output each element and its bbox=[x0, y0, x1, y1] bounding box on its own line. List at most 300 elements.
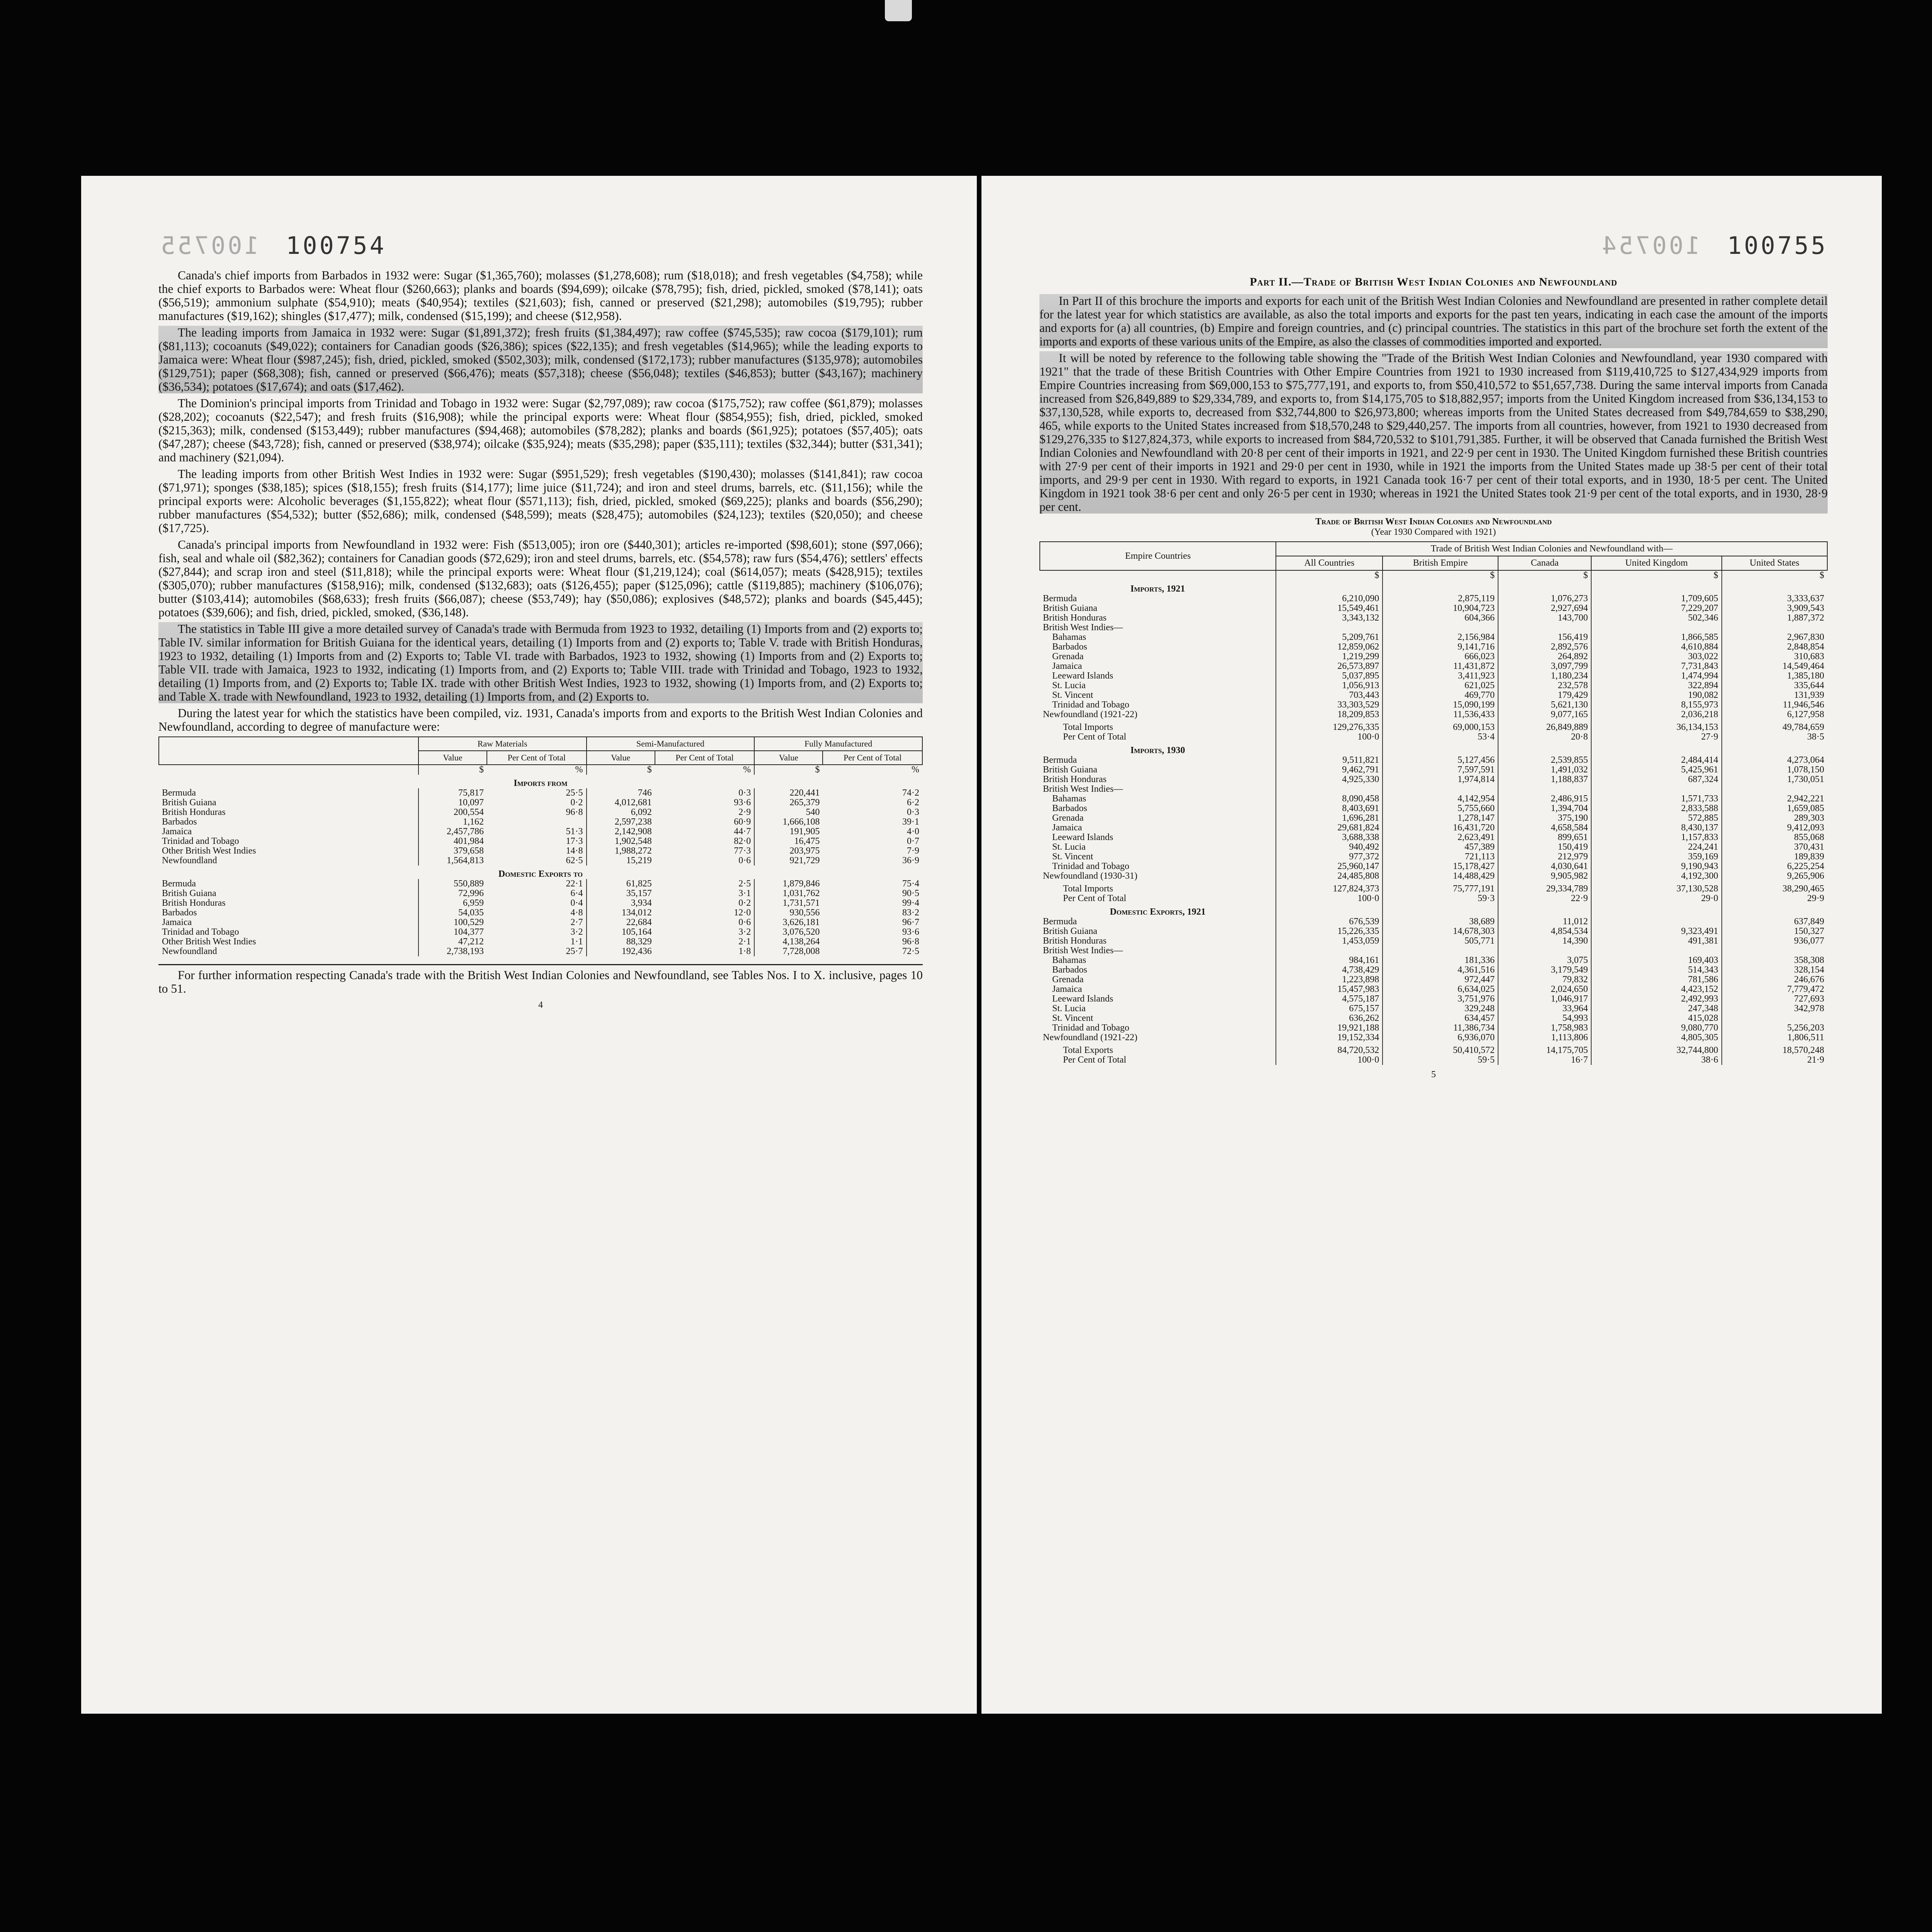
row-label: British West Indies— bbox=[1043, 622, 1123, 633]
cell-value: 746 bbox=[587, 788, 655, 798]
cell-value bbox=[1722, 946, 1827, 956]
cell-value: 4,805,305 bbox=[1591, 1033, 1721, 1043]
cell-value: 540 bbox=[754, 808, 823, 817]
cell-value: 62·5 bbox=[566, 855, 583, 866]
left-para-7: During the latest year for which the statistics have been compiled, viz. 1931, Canada's imports from and exports to the British West Indian Colonies and Newfoundland, according to degree of manufacture were: bbox=[158, 706, 923, 733]
cell-value bbox=[1591, 623, 1721, 633]
section-heading-row bbox=[1040, 903, 1827, 917]
table-row bbox=[1040, 956, 1827, 965]
cell-value: 727,693 bbox=[1722, 994, 1827, 1004]
lt-unit: $ bbox=[587, 765, 655, 775]
cell-value: 7,229,207 bbox=[1591, 604, 1721, 613]
table-row bbox=[159, 918, 922, 927]
cell-value: 14,678,303 bbox=[1383, 927, 1498, 936]
percent-value: 22·9 bbox=[1498, 894, 1591, 903]
cell-value: 0·4 bbox=[570, 898, 583, 908]
cell-value: 1,113,806 bbox=[1498, 1033, 1591, 1043]
column-header: Canada bbox=[1498, 556, 1591, 570]
cell-value: 2,623,491 bbox=[1383, 833, 1498, 842]
cell-value: 93·6 bbox=[902, 927, 919, 937]
cell-value: 3,097,799 bbox=[1498, 662, 1591, 671]
lt-group-semi: Semi-Manufactured bbox=[587, 737, 755, 751]
cell-value: 15,219 bbox=[587, 856, 655, 866]
lt-unit: $ bbox=[418, 765, 487, 775]
lt-sub-pct: Per Cent of Total bbox=[487, 751, 587, 765]
row-label: St. Vincent bbox=[1052, 852, 1094, 862]
cell-value: 491,381 bbox=[1591, 936, 1721, 946]
cell-value: 33,964 bbox=[1498, 1004, 1591, 1014]
left-para-3: The Dominion's principal imports from Trinidad and Tobago in 1932 were: Sugar ($2,797,089); raw cocoa ($175,752); raw coffee ($61,879); molasses ($28,202); cocoanuts ($22,547); and fresh fruits ($16,908); while the principal exports were: Wheat flour ($854,955); fish, dried, pickled, smoked ($215,363); milk, condensed ($153,449); rubber manufactures ($94,468); automobiles ($78,282); planks and boards ($61,925); potatoes ($57,405); oats ($47,287); cheese ($43,728); fish, canned or preserved ($38,974); oilcake ($35,924); meats ($35,298); paper ($35,111); textiles ($32,344); butter ($31,341); and machinery ($21,094). bbox=[158, 396, 923, 464]
cell-value: 1,902,548 bbox=[587, 837, 655, 846]
cell-value: 9,141,716 bbox=[1383, 642, 1498, 652]
percent-value: 38·6 bbox=[1591, 1055, 1721, 1065]
cell-value: 14,390 bbox=[1498, 936, 1591, 946]
cell-value: 3,688,338 bbox=[1276, 833, 1383, 842]
cell-value: 1,866,585 bbox=[1591, 633, 1721, 642]
left-footnote: For further information respecting Canada's trade with the British West Indian Colonies and Newfoundland, see Tables Nos. I to X. inclusive, pages 10 to 51. bbox=[158, 964, 923, 995]
cell-value: 687,324 bbox=[1591, 775, 1721, 784]
cell-value: 855,068 bbox=[1722, 833, 1827, 842]
cell-value: 90·5 bbox=[902, 888, 919, 898]
total-value: 18,570,248 bbox=[1722, 1043, 1827, 1055]
cell-value: 370,431 bbox=[1722, 842, 1827, 852]
left-para-2: The leading imports from Jamaica in 1932 were: Sugar ($1,891,372); fresh fruits ($1,384,497); raw coffee ($745,535); raw cocoa ($179,101); rum ($81,113); cocoanuts ($49,022); containers for Canadian goods ($26,386); spices ($22,135); and fresh vegetables ($14,965); while the leading exports to Jamaica were: Wheat flour ($987,245); fish, dried, pickled, smoked ($502,303); milk, condensed ($172,173); rubber manufactures ($135,978); automobiles ($129,751); paper ($68,308); fish, canned or preserved ($66,476); meats ($57,318); cheese ($56,048); textiles ($46,853); butter ($43,167); machinery ($36,534); potatoes ($17,674); and oats ($17,462). bbox=[158, 326, 923, 393]
cell-value: 4,738,429 bbox=[1276, 965, 1383, 975]
cell-value: 22,684 bbox=[587, 918, 655, 927]
table-row bbox=[1040, 804, 1827, 813]
cell-value: 781,586 bbox=[1591, 975, 1721, 985]
cell-value: 675,157 bbox=[1276, 1004, 1383, 1014]
total-value: 50,410,572 bbox=[1383, 1043, 1498, 1055]
table-row bbox=[159, 908, 922, 918]
cell-value: 1,666,108 bbox=[754, 817, 823, 827]
total-label: Total Exports bbox=[1063, 1045, 1113, 1055]
row-label: Bermuda bbox=[162, 879, 196, 889]
cell-value: 401,984 bbox=[418, 837, 487, 846]
cell-value: 2·7 bbox=[570, 917, 583, 927]
cell-value: 18,209,853 bbox=[1276, 710, 1383, 719]
cell-value: 1,564,813 bbox=[418, 856, 487, 866]
cell-value bbox=[1383, 946, 1498, 956]
percent-row bbox=[1040, 732, 1827, 742]
cell-value: 12,859,062 bbox=[1276, 642, 1383, 652]
table-row bbox=[1040, 1014, 1827, 1023]
cell-value: 514,343 bbox=[1591, 965, 1721, 975]
cell-value: 1,659,085 bbox=[1722, 804, 1827, 813]
cell-value: 502,346 bbox=[1591, 613, 1721, 623]
cell-value: 1,031,762 bbox=[754, 889, 823, 898]
cell-value: 7,597,591 bbox=[1383, 765, 1498, 775]
row-label: Trinidad and Tobago bbox=[1052, 700, 1129, 710]
cell-value: 11,946,546 bbox=[1722, 700, 1827, 710]
cell-value: 2,142,908 bbox=[587, 827, 655, 837]
left-archive-stamp: 100754 bbox=[286, 231, 386, 260]
percent-value: 21·9 bbox=[1722, 1055, 1827, 1065]
row-label: Jamaica bbox=[162, 827, 192, 837]
cell-value: 2·1 bbox=[738, 937, 751, 947]
cell-value: 16,475 bbox=[754, 837, 823, 846]
total-value: 32,744,800 bbox=[1591, 1043, 1721, 1055]
table-row bbox=[1040, 871, 1827, 881]
cell-value: 4·8 bbox=[570, 908, 583, 918]
row-label: St. Lucia bbox=[1052, 842, 1086, 852]
row-label: Barbados bbox=[1052, 803, 1087, 813]
cell-value bbox=[1276, 623, 1383, 633]
row-label: Bermuda bbox=[1043, 594, 1077, 604]
film-clip bbox=[885, 0, 912, 21]
cell-value: 61,825 bbox=[587, 879, 655, 889]
cell-value: 4,361,516 bbox=[1383, 965, 1498, 975]
table-row bbox=[159, 879, 922, 889]
cell-value: 17·3 bbox=[566, 836, 583, 846]
cell-value: 22·1 bbox=[566, 879, 583, 889]
percent-value: 100·0 bbox=[1276, 732, 1383, 742]
table-row bbox=[159, 808, 922, 817]
lt-unit: $ bbox=[754, 765, 823, 775]
cell-value: 60·9 bbox=[734, 817, 751, 827]
cell-value: 3·1 bbox=[738, 888, 751, 898]
total-label: Total Imports bbox=[1063, 884, 1113, 894]
row-label: Newfoundland bbox=[162, 855, 217, 866]
percent-row bbox=[1040, 894, 1827, 903]
table-row bbox=[1040, 594, 1827, 604]
cell-value: 899,651 bbox=[1498, 833, 1591, 842]
right-para-2: It will be noted by reference to the following table showing the "Trade of the British West Indian Colonies and Newfoundland, year 1930 compared with 1921" that the trade of these British Countries with Other Empire Countries from 1921 to 1930 increased from $119,410,725 to $127,434,929 imports from Empire Countries increasing from $69,000,153 to $75,777,191, and exports to, from $50,410,572 to $51,657,738. During the same interval imports from Canada increased from $26,849,889 to $29,334,789, and exports to, from $14,175,705 to $18,882,957; imports from the United Kingdom increased from $36,134,153 to $37,130,528, while exports to, decreased from $32,744,800 to $26,973,800; whereas imports from the United States decreased from $49,784,659 to $38,290, 465, while exports to the United States increased from $18,570,248 to $29,440,257. The imports from all countries, however, from 1921 to 1930 decreased from $129,276,335 to $127,824,373, while exports to increased from $84,720,532 to $101,791,385. Further, it will be observed that Canada furnished the British West Indian Colonies and Newfoundland with 20·8 per cent of their imports in 1921, and 22·9 per cent in 1930. The United Kingdom furnished these British countries with 27·9 per cent of their imports in 1921 and 29·0 per cent in 1930, while in 1921 the imports from the United States made up 38·5 per cent of their total imports, and 29·9 per cent in 1930. With regard to exports, in 1921 Canada took 16·7 per cent of their total exports, and in 1930, 18·5 per cent. The United Kingdom in 1921 took 38·6 per cent and only 26·5 per cent in 1930; whereas in 1921 the United States took 21·9 per cent of the total exports, and in 1930, 28·9 per cent. bbox=[1039, 351, 1828, 514]
cell-value: 921,729 bbox=[754, 856, 823, 866]
row-label: Barbados bbox=[1052, 965, 1087, 975]
blank-cell bbox=[1383, 580, 1498, 594]
cell-value: 11,012 bbox=[1498, 917, 1591, 927]
cell-value: 0·6 bbox=[738, 917, 751, 927]
cell-value: 247,348 bbox=[1591, 1004, 1721, 1014]
row-label: Bermuda bbox=[162, 788, 196, 798]
percent-value: 27·9 bbox=[1591, 732, 1721, 742]
cell-value: 4,575,187 bbox=[1276, 994, 1383, 1004]
cell-value: 47,212 bbox=[418, 937, 487, 947]
table-row bbox=[159, 827, 922, 837]
table-row bbox=[159, 837, 922, 846]
cell-value: 131,939 bbox=[1722, 690, 1827, 700]
table-row bbox=[1040, 642, 1827, 652]
cell-value: 54,993 bbox=[1498, 1014, 1591, 1023]
blank-cell bbox=[1591, 742, 1721, 755]
cell-value: 1,709,605 bbox=[1591, 594, 1721, 604]
cell-value: 3,934 bbox=[587, 898, 655, 908]
cell-value: 342,978 bbox=[1722, 1004, 1827, 1014]
row-label: British Guiana bbox=[1043, 926, 1097, 936]
lt-unit: % bbox=[575, 765, 583, 775]
cell-value: 1,474,994 bbox=[1591, 671, 1721, 681]
cell-value: 3,751,976 bbox=[1383, 994, 1498, 1004]
total-row bbox=[1040, 1043, 1827, 1055]
lt-unit-row bbox=[159, 765, 922, 775]
cell-value: 192,436 bbox=[587, 947, 655, 956]
cell-value: 105,164 bbox=[587, 927, 655, 937]
row-label: Newfoundland bbox=[162, 946, 217, 956]
percent-value: 100·0 bbox=[1276, 1055, 1383, 1065]
cell-value: 72,996 bbox=[418, 889, 487, 898]
cell-value: 6,127,958 bbox=[1722, 710, 1827, 719]
table-row bbox=[1040, 852, 1827, 862]
cell-value: 2,024,650 bbox=[1498, 985, 1591, 994]
cell-value: 4,142,954 bbox=[1383, 794, 1498, 804]
total-label: Total Imports bbox=[1063, 722, 1113, 732]
cell-value: 1,162 bbox=[418, 817, 487, 827]
table-row bbox=[1040, 927, 1827, 936]
row-label: Grenada bbox=[1052, 651, 1084, 662]
table-row bbox=[1040, 985, 1827, 994]
percent-value: 16·7 bbox=[1498, 1055, 1591, 1065]
blank-cell bbox=[1276, 580, 1383, 594]
table-row bbox=[1040, 765, 1827, 775]
cell-value: 550,889 bbox=[418, 879, 487, 889]
cell-value: 379,658 bbox=[418, 846, 487, 856]
cell-value: 1,188,837 bbox=[1498, 775, 1591, 784]
row-label: British Honduras bbox=[1043, 936, 1107, 946]
cell-value: 1,696,281 bbox=[1276, 813, 1383, 823]
row-label: St. Vincent bbox=[1052, 690, 1094, 700]
percent-value: 53·4 bbox=[1383, 732, 1498, 742]
cell-value: 3,909,543 bbox=[1722, 604, 1827, 613]
cell-value: 224,241 bbox=[1591, 842, 1721, 852]
cell-value: 2,967,830 bbox=[1722, 633, 1827, 642]
cell-value: 1,046,917 bbox=[1498, 994, 1591, 1004]
cell-value: 38,689 bbox=[1383, 917, 1498, 927]
cell-value: 5,037,895 bbox=[1276, 671, 1383, 681]
cell-value: 1,730,051 bbox=[1722, 775, 1827, 784]
cell-value: 6,936,070 bbox=[1383, 1033, 1498, 1043]
table-row bbox=[1040, 917, 1827, 927]
right-para-1: In Part II of this brochure the imports and exports for each unit of the British West Indian Colonies and Newfoundland are presented in rather complete detail for the latest year for which statistics are available, as also the total imports and exports for the past ten years, indicating in each case the amount of the imports and exports for (a) all countries, (b) Empire and foreign countries, and (c) principal countries. The statistics in this part of the brochure set forth the extent of the imports and exports of these various units of the Empire, as also the classes of commodities imported and exported. bbox=[1039, 294, 1828, 348]
table-row bbox=[1040, 681, 1827, 690]
cell-value: 4,854,534 bbox=[1498, 927, 1591, 936]
lt-sub-pct: Per Cent of Total bbox=[823, 751, 922, 765]
table-row bbox=[1040, 613, 1827, 623]
cell-value: 15,178,427 bbox=[1383, 862, 1498, 871]
cell-value: 51·3 bbox=[566, 827, 583, 837]
row-label: British West Indies— bbox=[1043, 784, 1123, 794]
row-label: Bahamas bbox=[1052, 632, 1086, 642]
cell-value: 329,248 bbox=[1383, 1004, 1498, 1014]
cell-value: 1,887,372 bbox=[1722, 613, 1827, 623]
row-label: British Honduras bbox=[162, 898, 226, 908]
cell-value bbox=[1722, 1014, 1827, 1023]
total-value: 127,824,373 bbox=[1276, 881, 1383, 894]
row-label: Bahamas bbox=[1052, 955, 1086, 965]
cell-value: 6,634,025 bbox=[1383, 985, 1498, 994]
cell-value: 3·2 bbox=[738, 927, 751, 937]
cell-value: 134,012 bbox=[587, 908, 655, 918]
left-stamp-row bbox=[158, 222, 923, 269]
right-mirror-stamp: 100754 bbox=[1600, 231, 1701, 260]
table-row bbox=[1040, 1023, 1827, 1033]
left-mirror-stamp: 100755 bbox=[158, 231, 259, 260]
rt-unit-row bbox=[1040, 570, 1827, 580]
cell-value: 104,377 bbox=[418, 927, 487, 937]
cell-value: 936,077 bbox=[1722, 936, 1827, 946]
rt-body bbox=[1040, 570, 1827, 1065]
total-row bbox=[1040, 719, 1827, 732]
cell-value bbox=[1591, 784, 1721, 794]
blank-cell bbox=[1498, 903, 1591, 917]
cell-value: 14,488,429 bbox=[1383, 871, 1498, 881]
unit-cell: $ bbox=[1276, 570, 1383, 580]
section-heading-row bbox=[1040, 580, 1827, 594]
cell-value: 6,092 bbox=[587, 808, 655, 817]
cell-value: 0·3 bbox=[738, 788, 751, 798]
table-row bbox=[1040, 975, 1827, 985]
cell-value: 375,190 bbox=[1498, 813, 1591, 823]
cell-value: 2,539,855 bbox=[1498, 755, 1591, 765]
cell-value: 181,336 bbox=[1383, 956, 1498, 965]
lt-stub-header bbox=[159, 737, 418, 765]
right-page-number: 5 bbox=[1431, 1070, 1436, 1080]
cell-value: 9,080,770 bbox=[1591, 1023, 1721, 1033]
cell-value: 35,157 bbox=[587, 889, 655, 898]
lt-unit-stub bbox=[159, 765, 418, 775]
row-label: Leeward Islands bbox=[1052, 994, 1113, 1004]
cell-value: 930,556 bbox=[754, 908, 823, 918]
cell-value: 634,457 bbox=[1383, 1014, 1498, 1023]
cell-value: 415,028 bbox=[1591, 1014, 1721, 1023]
cell-value: 977,372 bbox=[1276, 852, 1383, 862]
cell-value bbox=[1276, 784, 1383, 794]
right-page bbox=[981, 176, 1882, 1714]
table-row bbox=[1040, 690, 1827, 700]
cell-value: 9,462,791 bbox=[1276, 765, 1383, 775]
cell-value: 1,491,032 bbox=[1498, 765, 1591, 775]
empire-trade-table bbox=[1039, 541, 1828, 1065]
cell-value: 666,023 bbox=[1383, 652, 1498, 662]
cell-value: 6·4 bbox=[570, 888, 583, 898]
cell-value: 191,905 bbox=[754, 827, 823, 837]
cell-value: 5,425,961 bbox=[1591, 765, 1721, 775]
lt-unit: % bbox=[912, 765, 919, 775]
cell-value: 3,333,637 bbox=[1722, 594, 1827, 604]
cell-value bbox=[1498, 946, 1591, 956]
row-label: Newfoundland (1921-22) bbox=[1043, 1032, 1138, 1043]
cell-value: 150,419 bbox=[1498, 842, 1591, 852]
table-row bbox=[159, 817, 922, 827]
cell-value: 2,484,414 bbox=[1591, 755, 1721, 765]
cell-value: 232,578 bbox=[1498, 681, 1591, 690]
cell-value: 4,658,584 bbox=[1498, 823, 1591, 833]
row-label: Jamaica bbox=[1052, 823, 1082, 833]
percent-label: Per Cent of Total bbox=[1063, 1055, 1126, 1065]
blank-cell bbox=[1591, 903, 1721, 917]
cell-value: 75·4 bbox=[902, 879, 919, 889]
cell-value: 9,190,943 bbox=[1591, 862, 1721, 871]
cell-value: 2,833,588 bbox=[1591, 804, 1721, 813]
left-para-1: Canada's chief imports from Barbados in 1932 were: Sugar ($1,365,760); molasses ($1,278,608); rum ($18,018); and fresh vegetables ($4,758); while the chief exports to Barbados were: Wheat flour ($260,663); planks and boards ($94,699); oilcake ($78,795); fish, dried, pickled, smoked ($78,141); oats ($56,519); ammonium sulphate ($54,910); meats ($40,954); textiles ($21,603); fish, canned or preserved ($21,298); automobiles ($19,795); rubber manufactures ($19,162); shingles ($17,477); milk, condensed ($15,199); and cheese ($12,958). bbox=[158, 269, 923, 323]
row-label: Trinidad and Tobago bbox=[1052, 861, 1129, 871]
cell-value: 14·8 bbox=[566, 846, 583, 856]
cell-value: 9,323,491 bbox=[1591, 927, 1721, 936]
table-row bbox=[1040, 965, 1827, 975]
row-label: British West Indies— bbox=[1043, 946, 1123, 956]
cell-value: 72·5 bbox=[902, 946, 919, 956]
cell-value: 940,492 bbox=[1276, 842, 1383, 852]
table-row bbox=[1040, 710, 1827, 719]
cell-value: 19,152,334 bbox=[1276, 1033, 1383, 1043]
left-page-number: 4 bbox=[538, 1000, 543, 1010]
cell-value: 33,303,529 bbox=[1276, 700, 1383, 710]
cell-value: 6,959 bbox=[418, 898, 487, 908]
row-label: Leeward Islands bbox=[1052, 832, 1113, 842]
cell-value: 604,366 bbox=[1383, 613, 1498, 623]
row-label: Trinidad and Tobago bbox=[162, 927, 239, 937]
cell-value: 1,731,571 bbox=[754, 898, 823, 908]
cell-value: 303,022 bbox=[1591, 652, 1721, 662]
table-row bbox=[1040, 1004, 1827, 1014]
total-row bbox=[1040, 881, 1827, 894]
cell-value: 3,076,520 bbox=[754, 927, 823, 937]
table-row bbox=[1040, 623, 1827, 633]
cell-value bbox=[1498, 623, 1591, 633]
table-row bbox=[1040, 604, 1827, 613]
cell-value: 1·1 bbox=[570, 937, 583, 947]
section-heading-row bbox=[1040, 742, 1827, 755]
cell-value: 1,223,898 bbox=[1276, 975, 1383, 985]
cell-value: 676,539 bbox=[1276, 917, 1383, 927]
cell-value: 1,453,059 bbox=[1276, 936, 1383, 946]
unit-cell: $ bbox=[1383, 570, 1498, 580]
total-value: 38,290,465 bbox=[1722, 881, 1827, 894]
blank-cell bbox=[1383, 742, 1498, 755]
left-page bbox=[81, 176, 977, 1714]
cell-value: 7,779,472 bbox=[1722, 985, 1827, 994]
blank-cell bbox=[1276, 903, 1383, 917]
cell-value: 143,700 bbox=[1498, 613, 1591, 623]
unit-cell: $ bbox=[1591, 570, 1721, 580]
row-label: Bermuda bbox=[1043, 917, 1077, 927]
cell-value: 2,486,915 bbox=[1498, 794, 1591, 804]
left-para-4: The leading imports from other British West Indies in 1932 were: Sugar ($951,529); fresh vegetables ($190,430); molasses ($141,841); raw cocoa ($71,971); sponges ($38,185); spices ($18,155); fresh fruits ($14,177); lime juice ($11,724); and iron and steel drums, barrels, etc. ($11,156); while the principal exports were: Alcoholic beverages ($1,155,822); wheat flour ($571,113); fish, dried, pickled, smoked ($69,225); planks and boards ($56,290); rubber manufactures ($54,532); butter ($52,686); milk, condensed ($48,599); meats ($28,475); automobiles ($24,123); textiles ($20,050); and cheese ($17,725). bbox=[158, 467, 923, 535]
cell-value: 12·0 bbox=[734, 908, 751, 918]
blank-cell bbox=[1383, 903, 1498, 917]
lt-sub-value: Value bbox=[587, 751, 655, 765]
cell-value: 1,385,180 bbox=[1722, 671, 1827, 681]
cell-value: 8,403,691 bbox=[1276, 804, 1383, 813]
cell-value: 29,681,824 bbox=[1276, 823, 1383, 833]
cell-value: 5,256,203 bbox=[1722, 1023, 1827, 1033]
cell-value: 0·7 bbox=[907, 836, 919, 846]
cell-value: 2,942,221 bbox=[1722, 794, 1827, 804]
cell-value: 1,988,272 bbox=[587, 846, 655, 856]
cell-value: 703,443 bbox=[1276, 690, 1383, 700]
lt-imports-body bbox=[159, 788, 922, 866]
cell-value: 36·9 bbox=[902, 855, 919, 866]
percent-value: 29·9 bbox=[1722, 894, 1827, 903]
cell-value: 15,549,461 bbox=[1276, 604, 1383, 613]
row-label: British Guiana bbox=[162, 798, 216, 808]
row-label: British Guiana bbox=[162, 888, 216, 898]
cell-value: 264,892 bbox=[1498, 652, 1591, 662]
cell-value: 5,621,130 bbox=[1498, 700, 1591, 710]
cell-value: 1,571,733 bbox=[1591, 794, 1721, 804]
cell-value: 1,157,833 bbox=[1591, 833, 1721, 842]
cell-value: 6,210,090 bbox=[1276, 594, 1383, 604]
lt-unit: % bbox=[743, 765, 751, 775]
part-two-title: Part II.—Trade of British West Indian Colonies and Newfoundland bbox=[1250, 276, 1617, 288]
cell-value bbox=[1591, 946, 1721, 956]
cell-value: 15,226,335 bbox=[1276, 927, 1383, 936]
cell-value: 9,077,165 bbox=[1498, 710, 1591, 719]
cell-value: 3,075 bbox=[1498, 956, 1591, 965]
table-row bbox=[159, 798, 922, 808]
table-row bbox=[159, 788, 922, 798]
table-row bbox=[1040, 784, 1827, 794]
